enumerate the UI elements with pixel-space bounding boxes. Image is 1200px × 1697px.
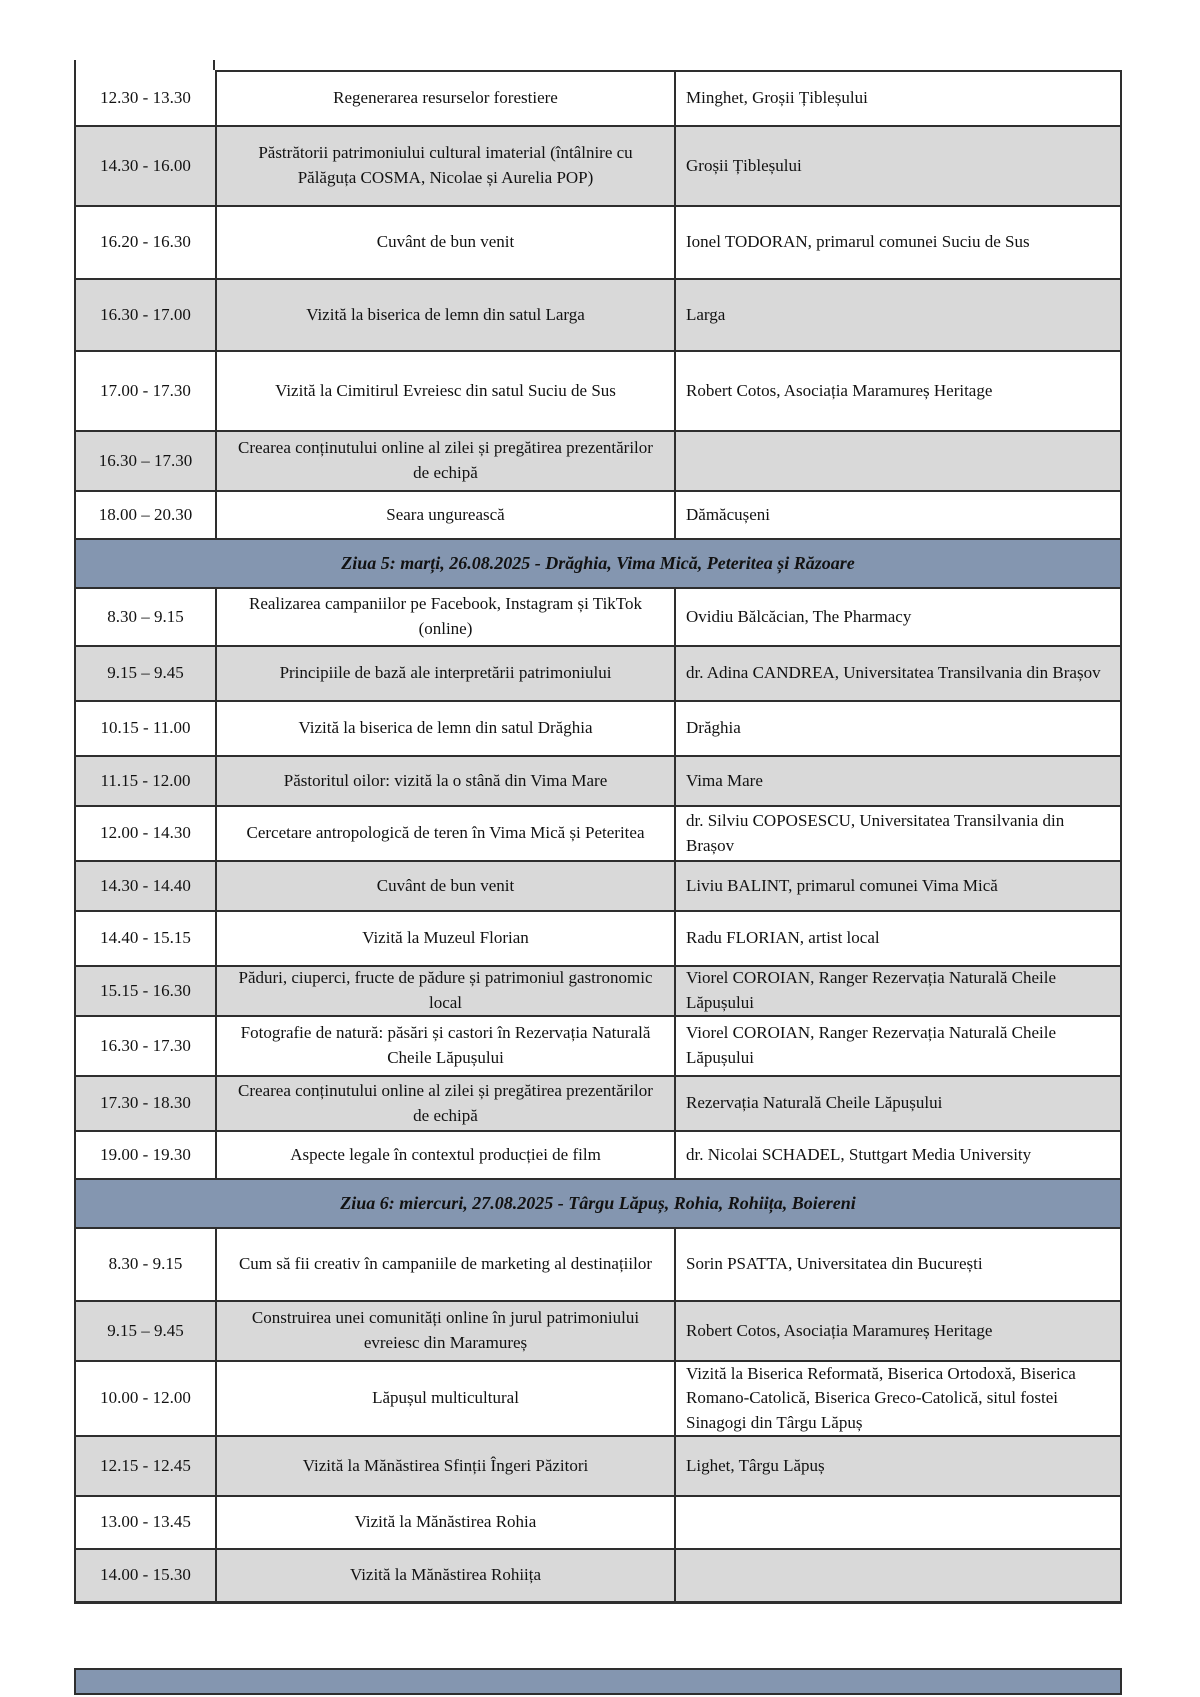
- detail-cell: Minghet, Groșii Țibleșului: [686, 88, 868, 108]
- schedule-row: [76, 805, 1120, 860]
- detail-cell: Viorel COROIAN, Ranger Rezervația Naturală Cheile Lăpușului: [686, 968, 1057, 1012]
- activity-cell: Principiile de bază ale interpretării patrimoniului: [217, 647, 676, 700]
- schedule-row: [76, 205, 1120, 278]
- activity-cell: Cuvânt de bun venit: [217, 207, 676, 278]
- time-cell: 14.30 - 14.40: [76, 862, 217, 910]
- detail-cell: Viorel COROIAN, Ranger Rezervația Naturală Cheile Lăpușului: [686, 1023, 1057, 1067]
- time-cell: 8.30 – 9.15: [76, 589, 217, 645]
- activity-cell: Vizită la Mănăstirea Rohia: [217, 1497, 676, 1548]
- detail-cell: Groșii Țibleșului: [686, 155, 802, 175]
- activity-cell: Crearea conținutului online al zilei și pregătirea prezentărilor de echipă: [217, 432, 676, 490]
- time-cell: 17.30 - 18.30: [76, 1077, 217, 1130]
- detail-cell: Vizită la Biserica Reformată, Biserica Ortodoxă, Biserica Romano-Catolică, Biserica Greco-Catolică, situl fostei Sinagogi din Târgu Lăpuș: [686, 1363, 1076, 1432]
- schedule-row: [76, 1435, 1120, 1495]
- detail-cell: Lighet, Târgu Lăpuș: [686, 1455, 825, 1475]
- schedule-row: [76, 278, 1120, 350]
- time-cell: 15.15 - 16.30: [76, 967, 217, 1015]
- time-cell: 14.00 - 15.30: [76, 1550, 217, 1601]
- time-cell: 12.00 - 14.30: [76, 807, 217, 860]
- time-cell: 18.00 – 20.30: [76, 492, 217, 538]
- activity-cell: Cuvânt de bun venit: [217, 862, 676, 910]
- schedule-table: [74, 70, 1122, 1604]
- detail-cell: dr. Adina CANDREA, Universitatea Transilvania din Brașov: [686, 663, 1101, 683]
- detail-cell: [676, 1497, 1120, 1548]
- schedule-row: [76, 965, 1120, 1015]
- time-cell: 9.15 – 9.45: [76, 647, 217, 700]
- activity-cell: Vizită la Cimitirul Evreiesc din satul Suciu de Sus: [217, 352, 676, 430]
- schedule-row: [76, 350, 1120, 430]
- detail-cell: Robert Cotos, Asociația Maramureș Heritage: [686, 380, 993, 400]
- schedule-row: [76, 1495, 1120, 1548]
- detail-cell: dr. Silviu COPOSESCU, Universitatea Transilvania din Brașov: [686, 810, 1065, 855]
- activity-cell: Păstrătorii patrimoniului cultural imaterial (întâlnire cu Pălăguța COSMA, Nicolae și Aurelia POP): [217, 127, 676, 205]
- time-cell: 17.00 - 17.30: [76, 352, 217, 430]
- activity-cell: Vizită la Muzeul Florian: [217, 912, 676, 965]
- schedule-row: [76, 72, 1120, 125]
- time-cell: 9.15 – 9.45: [76, 1302, 217, 1360]
- activity-cell: Cercetare antropologică de teren în Vima Mică și Peteritea: [217, 807, 676, 860]
- continued-border-stub-inner: [213, 60, 215, 70]
- schedule-row: [76, 490, 1120, 538]
- detail-cell: Ovidiu Bălcăcian, The Pharmacy: [686, 606, 912, 626]
- time-cell: 10.15 - 11.00: [76, 702, 217, 755]
- schedule-row: [76, 755, 1120, 805]
- activity-cell: Seara ungurească: [217, 492, 676, 538]
- detail-cell: Liviu BALINT, primarul comunei Vima Mică: [686, 875, 998, 895]
- schedule-row: [76, 700, 1120, 755]
- detail-cell: Sorin PSATTA, Universitatea din București: [686, 1254, 983, 1274]
- activity-cell: Crearea conținutului online al zilei și pregătirea prezentărilor de echipă: [217, 1077, 676, 1130]
- day-header: Ziua 5: marți, 26.08.2025 - Drăghia, Vima Mică, Peteritea și Răzoare: [76, 538, 1120, 587]
- schedule-row: [76, 1548, 1120, 1601]
- time-cell: 14.30 - 16.00: [76, 127, 217, 205]
- detail-cell: Ionel TODORAN, primarul comunei Suciu de Sus: [686, 232, 1030, 252]
- detail-cell: [676, 1550, 1120, 1601]
- time-cell: 16.30 - 17.30: [76, 1017, 217, 1075]
- detail-cell: Larga: [686, 304, 726, 324]
- continued-border-stub-left: [74, 60, 76, 70]
- schedule-row: [76, 910, 1120, 965]
- activity-cell: Vizită la Mănăstirea Rohiița: [217, 1550, 676, 1601]
- time-cell: 19.00 - 19.30: [76, 1132, 217, 1178]
- time-cell: 10.00 - 12.00: [76, 1362, 217, 1435]
- time-cell: 14.40 - 15.15: [76, 912, 217, 965]
- time-cell: 16.20 - 16.30: [76, 207, 217, 278]
- schedule-row: [76, 645, 1120, 700]
- schedule-row: [76, 1075, 1120, 1130]
- detail-cell: Dămăcușeni: [686, 504, 771, 524]
- detail-cell: Robert Cotos, Asociația Maramureș Heritage: [686, 1320, 993, 1340]
- schedule-row: [76, 860, 1120, 910]
- detail-cell: Drăghia: [686, 718, 741, 738]
- schedule-row: [76, 1360, 1120, 1435]
- schedule-row: [76, 1130, 1120, 1178]
- time-cell: 13.00 - 13.45: [76, 1497, 217, 1548]
- activity-cell: Păstoritul oilor: vizită la o stână din Vima Mare: [217, 757, 676, 805]
- schedule-row: [76, 430, 1120, 490]
- activity-cell: Fotografie de natură: păsări și castori în Rezervația Naturală Cheile Lăpușului: [217, 1017, 676, 1075]
- schedule-row: [76, 587, 1120, 645]
- next-day-header-partial: [74, 1668, 1122, 1695]
- activity-cell: Realizarea campaniilor pe Facebook, Instagram și TikTok (online): [217, 589, 676, 645]
- detail-cell: [676, 432, 1120, 490]
- schedule-row: [76, 1227, 1120, 1300]
- continued-row-top-notch: [76, 70, 215, 72]
- time-cell: 8.30 - 9.15: [76, 1229, 217, 1300]
- activity-cell: Lăpușul multicultural: [217, 1362, 676, 1435]
- schedule-row: [76, 1015, 1120, 1075]
- detail-cell: Vima Mare: [686, 770, 763, 790]
- day-header: Ziua 6: miercuri, 27.08.2025 - Târgu Lăpuș, Rohia, Rohiița, Boiereni: [76, 1178, 1120, 1227]
- time-cell: 11.15 - 12.00: [76, 757, 217, 805]
- detail-cell: Rezervația Naturală Cheile Lăpușului: [686, 1093, 943, 1113]
- activity-cell: Vizită la biserica de lemn din satul Larga: [217, 280, 676, 350]
- time-cell: 16.30 - 17.00: [76, 280, 217, 350]
- activity-cell: Vizită la biserica de lemn din satul Drăghia: [217, 702, 676, 755]
- activity-cell: Păduri, ciuperci, fructe de pădure și patrimoniul gastronomic local: [217, 967, 676, 1015]
- activity-cell: Construirea unei comunități online în jurul patrimoniului evreiesc din Maramureș: [217, 1302, 676, 1360]
- activity-cell: Cum să fii creativ în campaniile de marketing al destinațiilor: [217, 1229, 676, 1300]
- schedule-row: [76, 1300, 1120, 1360]
- schedule-row: [76, 125, 1120, 205]
- time-cell: 12.30 - 13.30: [76, 72, 217, 125]
- time-cell: 16.30 – 17.30: [76, 432, 217, 490]
- activity-cell: Vizită la Mănăstirea Sfinții Îngeri Păzitori: [217, 1437, 676, 1495]
- detail-cell: dr. Nicolai SCHADEL, Stuttgart Media University: [686, 1144, 1032, 1164]
- time-cell: 12.15 - 12.45: [76, 1437, 217, 1495]
- activity-cell: Regenerarea resurselor forestiere: [217, 72, 676, 125]
- detail-cell: Radu FLORIAN, artist local: [686, 928, 880, 948]
- activity-cell: Aspecte legale în contextul producției de film: [217, 1132, 676, 1178]
